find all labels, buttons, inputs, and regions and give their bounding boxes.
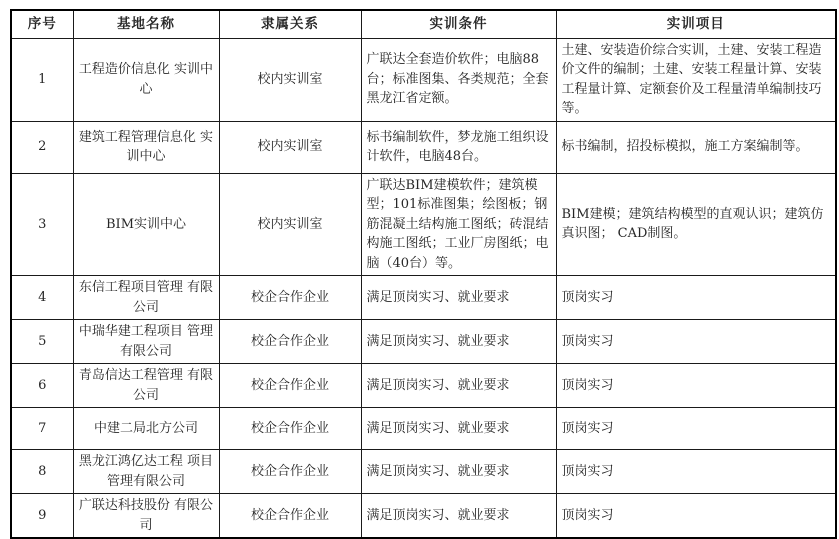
cell-projects: 顶岗实习 [556, 276, 836, 320]
cell-base-name: 中建二局北方公司 [73, 408, 219, 450]
cell-no: 2 [11, 121, 73, 173]
cell-conditions: 满足顶岗实习、就业要求 [361, 450, 556, 494]
cell-affiliation: 校企合作企业 [219, 408, 361, 450]
cell-conditions: 广联达BIM建模软件；建筑模型；101标准图集；绘图板；钢筋混凝土结构施工图纸；砖混结构施工图纸；工业厂房图纸；电脑（40台）等。 [361, 173, 556, 276]
cell-base-name: 中瑞华建工程项目 管理有限公司 [73, 320, 219, 364]
cell-affiliation: 校企合作企业 [219, 494, 361, 539]
cell-conditions: 满足顶岗实习、就业要求 [361, 494, 556, 539]
cell-affiliation: 校内实训室 [219, 121, 361, 173]
cell-base-name: 广联达科技股份 有限公司 [73, 494, 219, 539]
header-base-name: 基地名称 [73, 10, 219, 38]
cell-projects: 顶岗实习 [556, 408, 836, 450]
table-header-row [11, 10, 836, 38]
cell-base-name: 黑龙江鸿亿达工程 项目管理有限公司 [73, 450, 219, 494]
cell-projects: 顶岗实习 [556, 450, 836, 494]
table-row [11, 276, 836, 320]
training-base-table [10, 9, 837, 539]
cell-no: 3 [11, 173, 73, 276]
table-row [11, 121, 836, 173]
cell-projects: 土建、安装造价综合实训，土建、安装工程造价文件的编制；土建、安装工程量计算、安装工程量计算、定额套价及工程量清单编制技巧等。 [556, 38, 836, 121]
cell-base-name: 工程造价信息化 实训中心 [73, 38, 219, 121]
cell-conditions: 广联达全套造价软件；电脑88台；标准图集、各类规范；全套黑龙江省定额。 [361, 38, 556, 121]
cell-base-name: BIM实训中心 [73, 173, 219, 276]
cell-base-name: 青岛信达工程管理 有限公司 [73, 364, 219, 408]
cell-conditions: 满足顶岗实习、就业要求 [361, 320, 556, 364]
table-row [11, 408, 836, 450]
cell-projects: 顶岗实习 [556, 364, 836, 408]
cell-no: 9 [11, 494, 73, 539]
cell-base-name: 东信工程项目管理 有限公司 [73, 276, 219, 320]
cell-no: 6 [11, 364, 73, 408]
table-row [11, 173, 836, 276]
cell-projects: 顶岗实习 [556, 320, 836, 364]
cell-affiliation: 校企合作企业 [219, 364, 361, 408]
cell-base-name: 建筑工程管理信息化 实训中心 [73, 121, 219, 173]
table-row [11, 450, 836, 494]
cell-projects: 标书编制，招投标模拟，施工方案编制等。 [556, 121, 836, 173]
cell-affiliation: 校内实训室 [219, 38, 361, 121]
cell-no: 1 [11, 38, 73, 121]
cell-no: 4 [11, 276, 73, 320]
cell-projects: 顶岗实习 [556, 494, 836, 539]
cell-conditions: 满足顶岗实习、就业要求 [361, 276, 556, 320]
cell-no: 5 [11, 320, 73, 364]
cell-no: 7 [11, 408, 73, 450]
header-no: 序号 [11, 10, 73, 38]
cell-conditions: 满足顶岗实习、就业要求 [361, 408, 556, 450]
cell-affiliation: 校企合作企业 [219, 276, 361, 320]
header-affiliation: 隶属关系 [219, 10, 361, 38]
table-row [11, 364, 836, 408]
table-row [11, 494, 836, 539]
cell-affiliation: 校企合作企业 [219, 450, 361, 494]
cell-affiliation: 校内实训室 [219, 173, 361, 276]
table-row [11, 38, 836, 121]
cell-affiliation: 校企合作企业 [219, 320, 361, 364]
header-projects: 实训项目 [556, 10, 836, 38]
cell-conditions: 满足顶岗实习、就业要求 [361, 364, 556, 408]
cell-no: 8 [11, 450, 73, 494]
header-conditions: 实训条件 [361, 10, 556, 38]
cell-projects: BIM建模；建筑结构模型的直观认识；建筑仿真识图； CAD制图。 [556, 173, 836, 276]
cell-conditions: 标书编制软件，梦龙施工组织设计软件，电脑48台。 [361, 121, 556, 173]
table-row [11, 320, 836, 364]
